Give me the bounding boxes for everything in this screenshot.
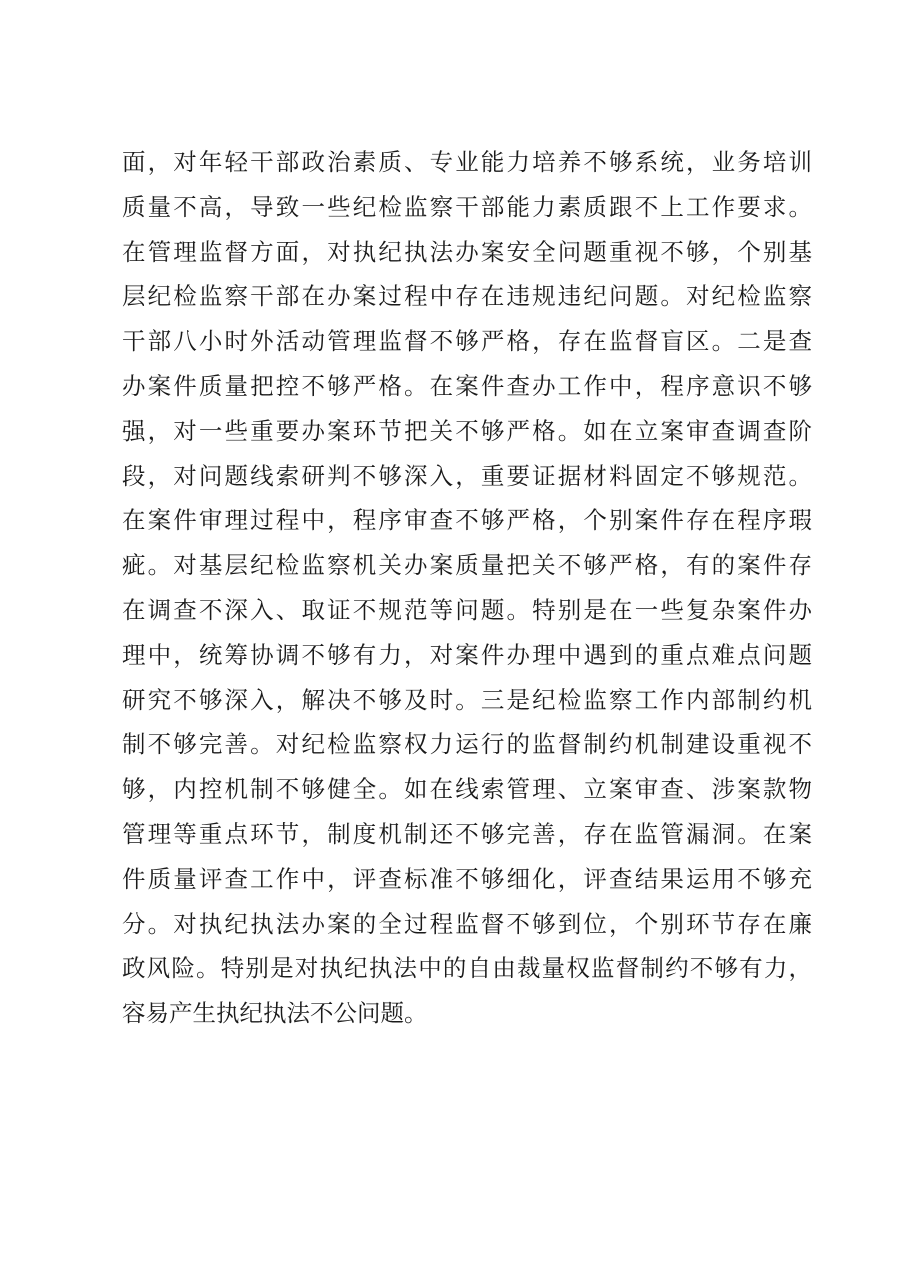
text-line: 办案件质量把控不够严格。在案件查办工作中，程序意识不够 — [122, 371, 812, 400]
text-line: 层纪检监察干部在办案过程中存在违规违纪问题。对纪检监察 — [122, 282, 812, 311]
text-line: 段，对问题线索研判不够深入，重要证据材料固定不够规范。 — [122, 461, 812, 490]
text-line: 在案件审理过程中，程序审查不够严格，个别案件存在程序瑕 — [122, 506, 812, 535]
text-line: 强，对一些重要办案环节把关不够严格。如在立案审查调查阶 — [122, 416, 812, 445]
text-line: 容易产生执纪执法不公问题。 — [122, 999, 428, 1028]
text-line: 疵。对基层纪检监察机关办案质量把关不够严格，有的案件存 — [122, 551, 812, 580]
text-line: 件质量评查工作中，评查标准不够细化，评查结果运用不够充 — [122, 864, 812, 893]
text-line: 分。对执纪执法办案的全过程监督不够到位，个别环节存在廉 — [122, 909, 812, 938]
text-line: 干部八小时外活动管理监督不够严格，存在监督盲区。二是查 — [122, 327, 812, 356]
text-line: 面，对年轻干部政治素质、专业能力培养不够系统，业务培训 — [122, 148, 812, 176]
text-line: 研究不够深入，解决不够及时。三是纪检监察工作内部制约机 — [122, 685, 812, 714]
text-line: 管理等重点环节，制度机制还不够完善，存在监管漏洞。在案 — [122, 819, 812, 848]
text-line: 政风险。特别是对执纪执法中的自由裁量权监督制约不够有力， — [122, 954, 812, 983]
text-line: 理中，统筹协调不够有力，对案件办理中遇到的重点难点问题 — [122, 640, 812, 669]
body-text — [122, 140, 812, 1036]
text-line: 在管理监督方面，对执纪执法办案安全问题重视不够，个别基 — [122, 237, 812, 266]
text-line: 质量不高，导致一些纪检监察干部能力素质跟不上工作要求。 — [122, 192, 812, 221]
text-line: 在调查不深入、取证不规范等问题。特别是在一些复杂案件办 — [122, 595, 812, 624]
text-line: 制不够完善。对纪检监察权力运行的监督制约机制建设重视不 — [122, 730, 812, 759]
text-line: 够，内控机制不够健全。如在线索管理、立案审查、涉案款物 — [122, 775, 812, 804]
